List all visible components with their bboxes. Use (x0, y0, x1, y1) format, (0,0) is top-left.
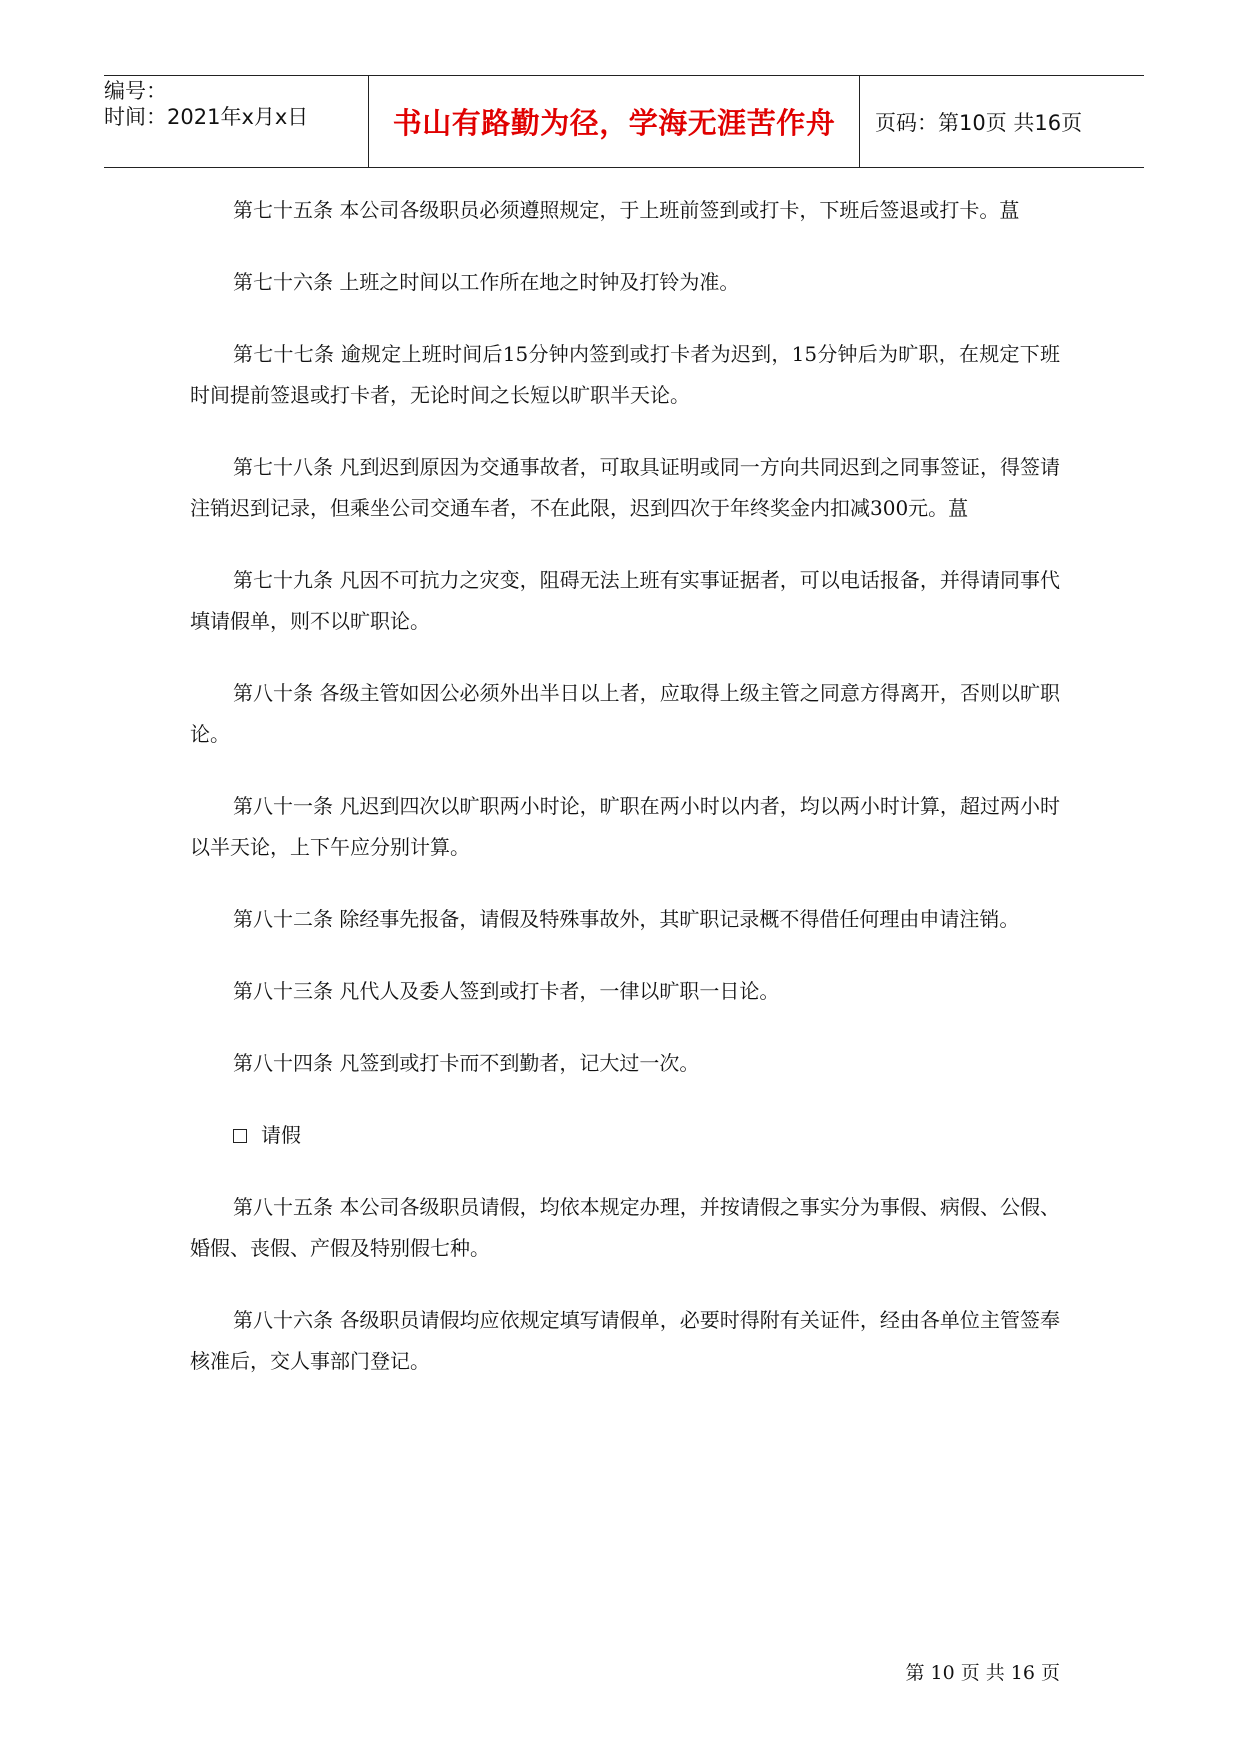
document-body (190, 190, 1060, 1413)
article-76: 第七十六条 上班之时间以工作所在地之时钟及打铃为准。 (233, 270, 740, 294)
page-header (104, 75, 1144, 168)
header-motto-cell (369, 76, 860, 167)
section-title: 请假 (261, 1123, 301, 1147)
serial-number-label: 编号： (104, 79, 167, 103)
article-80: 第八十条 各级主管如因公必须外出半日以上者，应取得上级主管之同意方得离开，否则以旷职论。 (190, 681, 1060, 746)
header-motto: 书山有路勤为径，学海无涯苦作舟 (392, 106, 836, 140)
article-84: 第八十四条 凡签到或打卡而不到勤者，记大过一次。 (233, 1051, 700, 1075)
article-79: 第七十九条 凡因不可抗力之灾变，阻碍无法上班有实事证据者，可以电话报备，并得请同事代填请假单，则不以旷职论。 (190, 568, 1060, 633)
article-81: 第八十一条 凡迟到四次以旷职两小时论，旷职在两小时以内者，均以两小时计算，超过两小时以半天论，上下午应分别计算。 (190, 794, 1060, 859)
article-77: 第七十七条 逾规定上班时间后15分钟内签到或打卡者为迟到，15分钟后为旷职，在规定下班时间提前签退或打卡者，无论时间之长短以旷职半天论。 (190, 342, 1060, 407)
header-meta (104, 76, 369, 167)
header-page-info: 页码：第10页 共16页 (875, 110, 1083, 135)
page-footer: 第 10 页 共 16 页 (905, 1662, 1060, 1684)
section-heading-leave (190, 1115, 1060, 1156)
article-85: 第八十五条 本公司各级职员请假，均依本规定办理，并按请假之事实分为事假、病假、公假、婚假、丧假、产假及特别假七种。 (190, 1195, 1060, 1260)
checkbox-icon (233, 1129, 247, 1143)
article-75: 第七十五条 本公司各级职员必须遵照规定，于上班前签到或打卡，下班后签退或打卡。蒀 (233, 198, 1020, 222)
date-label: 时间：2021年x月x日 (104, 105, 309, 129)
article-86: 第八十六条 各级职员请假均应依规定填写请假单，必要时得附有关证件，经由各单位主管签奉核准后，交人事部门登记。 (190, 1308, 1060, 1373)
article-83: 第八十三条 凡代人及委人签到或打卡者，一律以旷职一日论。 (233, 979, 780, 1003)
article-78: 第七十八条 凡到迟到原因为交通事故者，可取具证明或同一方向共同迟到之同事签证，得签请注销迟到记录，但乘坐公司交通车者，不在此限，迟到四次于年终奖金内扣减300元。蒀 (190, 455, 1060, 520)
article-82: 第八十二条 除经事先报备，请假及特殊事故外，其旷职记录概不得借任何理由申请注销。 (233, 907, 1020, 931)
